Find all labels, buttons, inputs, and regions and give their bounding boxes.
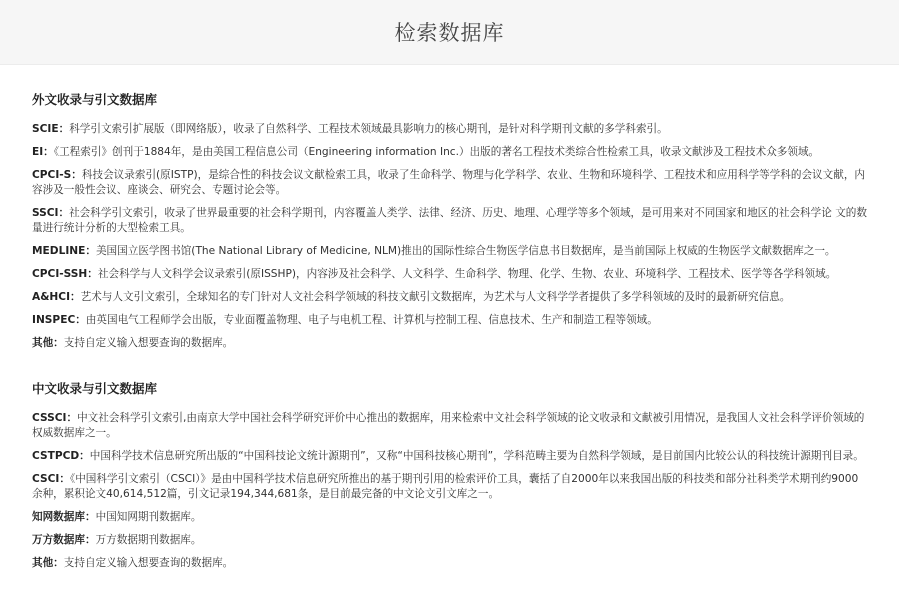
db-label: MEDLINE： bbox=[32, 245, 96, 257]
db-label: INSPEC： bbox=[32, 314, 86, 326]
section-title-chinese: 中文收录与引文数据库 bbox=[32, 381, 158, 396]
db-desc: 科技会议录索引(原ISTP)，是综合性的科技会议文献检索工具，收录了生命科学、物理与化学科学、农业、生物和环境科学、工程技术和应用科学等学科的会议文献，内容涉及一般性会议、座谈会、研究会、专题讨论会等。 bbox=[32, 169, 866, 196]
db-label: SCIE： bbox=[32, 123, 70, 135]
db-label: SSCI： bbox=[32, 207, 70, 219]
db-desc: 社会科学与人文科学会议录索引(原ISSHP)，内容涉及社会科学、人文科学、生命科学、物理、化学、生物、农业、环境科学、工程技术、医学等各学科领域。 bbox=[97, 268, 837, 280]
db-item-cpci-s bbox=[32, 168, 867, 198]
page-title: 检索数据库 bbox=[394, 21, 505, 45]
db-item-ssci bbox=[32, 206, 867, 236]
db-desc: 科学引文索引扩展版（即网络版），收录了自然科学、工程技术领域最具影响力的核心期刊，是针对科学期刊文献的多学科索引。 bbox=[69, 123, 668, 135]
db-item-other-chinese bbox=[32, 556, 867, 571]
db-desc: 由英国电气工程师学会出版，专业面覆盖物理、电子与电机工程、计算机与控制工程、信息技术、生产和制造工程等领域。 bbox=[85, 314, 658, 326]
db-desc: 支持自定义输入想要查询的数据库。 bbox=[63, 557, 234, 569]
db-item-wanfang bbox=[32, 533, 867, 548]
db-desc: 艺术与人文引文索引，全球知名的专门针对人文社会科学领域的科技文献引文数据库，为艺术与人文科学学者提供了多学科领域的及时的最新研究信息。 bbox=[80, 291, 791, 303]
db-item-inspec bbox=[32, 313, 867, 328]
db-desc: 《中国科学引文索引（CSCI）》是由中国科学技术信息研究所推出的基于期刊引用的检索评价工具，囊括了自2000年以来我国出版的科技类和部分社科类学术期刊约9000余种，累积论文40,614,512篇，引文记录194,344,681条，是目前最完备的中文论文引文库之一。 bbox=[32, 473, 859, 500]
db-label: CSTPCD： bbox=[32, 450, 90, 462]
db-label: A&HCI： bbox=[32, 291, 81, 303]
db-label: 万方数据库： bbox=[32, 534, 96, 546]
db-label: CPCI-S： bbox=[32, 169, 82, 181]
db-item-cssci bbox=[32, 411, 867, 441]
db-item-scie bbox=[32, 122, 867, 137]
db-label: CPCI-SSH： bbox=[32, 268, 98, 280]
db-label: CSCI： bbox=[32, 473, 70, 485]
db-desc: 社会科学引文索引，收录了世界最重要的社会科学期刊，内容覆盖人类学、法律、经济、历史、地理、心理学等多个领域，是可用来对不同国家和地区的社会科学论 文的数量进行统计分析的大型检索工具。 bbox=[32, 207, 867, 234]
db-label: 其他： bbox=[32, 557, 64, 569]
db-item-ei bbox=[32, 145, 867, 160]
db-label: CSSCI： bbox=[32, 412, 78, 424]
db-item-cnki bbox=[32, 510, 867, 525]
db-item-medline bbox=[32, 244, 867, 259]
db-item-ahci bbox=[32, 290, 867, 305]
db-desc: 《工程索引》创刊于1884年，是由美国工程信息公司（Engineering information Inc.）出版的著名工程技术类综合性检索工具，收录文献涉及工程技术众多领域。 bbox=[53, 146, 820, 158]
db-label: 其他： bbox=[32, 337, 64, 349]
database-list bbox=[0, 90, 899, 571]
section-title-foreign: 外文收录与引文数据库 bbox=[32, 92, 158, 107]
db-label: 知网数据库： bbox=[32, 511, 96, 523]
db-desc: 支持自定义输入想要查询的数据库。 bbox=[63, 337, 234, 349]
db-item-csci bbox=[32, 472, 867, 502]
db-item-cstpcd bbox=[32, 449, 867, 464]
db-desc: 中文社会科学引文索引,由南京大学中国社会科学研究评价中心推出的数据库，用来检索中文社会科学领域的论文收录和文献被引用情况，是我国人文社会科学评价领域的权威数据库之一。 bbox=[32, 412, 865, 439]
db-label: EI： bbox=[32, 146, 54, 158]
db-desc: 中国科学技术信息研究所出版的“中国科技论文统计源期刊”，又称“中国科技核心期刊”，学科范畴主要为自然科学领域，是目前国内比较公认的科技统计源期刊目录。 bbox=[89, 450, 864, 462]
db-desc: 中国知网期刊数据库。 bbox=[95, 511, 202, 523]
db-item-cpci-ssh bbox=[32, 267, 867, 282]
db-item-other-foreign bbox=[32, 336, 867, 351]
db-desc: 美国国立医学图书馆(The National Library of Medicine, NLM)推出的国际性综合生物医学信息书目数据库，是当前国际上权威的生物医学文献数据库之一。 bbox=[95, 245, 836, 257]
page-header bbox=[0, 0, 899, 65]
db-desc: 万方数据期刊数据库。 bbox=[95, 534, 202, 546]
